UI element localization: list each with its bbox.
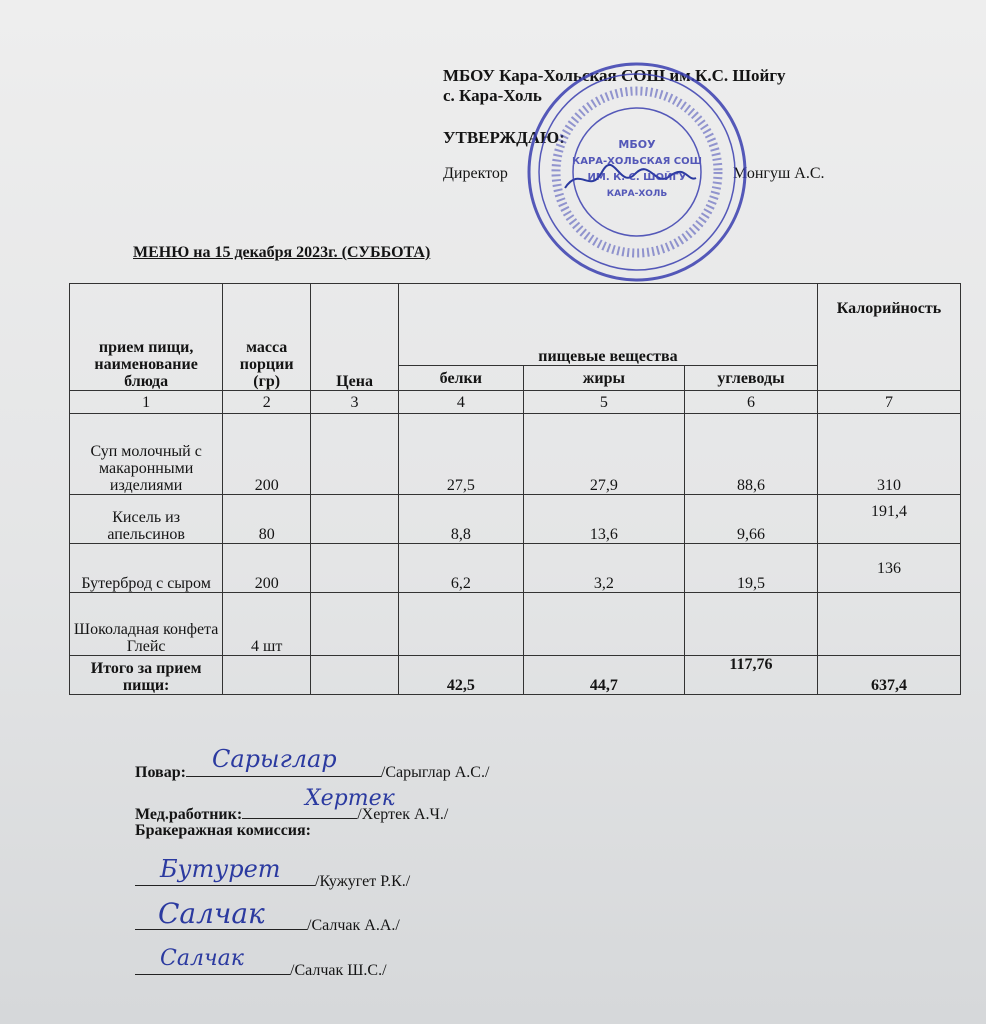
total-carbs: 117,76 (685, 656, 818, 695)
dish-mass: 200 (223, 414, 311, 495)
table-row (70, 544, 961, 593)
dish-mass: 200 (223, 544, 311, 593)
col-number: 4 (398, 391, 523, 414)
member-handwriting: Салчак (160, 946, 244, 971)
stamp-line-2: КАРА-ХОЛЬСКАЯ СОШ (572, 156, 702, 167)
dish-calories: 136 (817, 544, 960, 593)
dish-name: Бутерброд с сыром (70, 544, 223, 593)
dish-carbs (685, 593, 818, 656)
dish-name: Шоколадная конфета Глейс (70, 593, 223, 656)
commission-label: Бракеражная комиссия: (135, 822, 311, 839)
total-fats: 44,7 (523, 656, 684, 695)
menu-table (69, 283, 961, 695)
header-price: Цена (311, 284, 399, 391)
header-dish: прием пищи, наименование блюда (70, 284, 223, 391)
dish-price (311, 593, 399, 656)
total-row (70, 656, 961, 695)
member-name: /Салчак Ш.С./ (290, 962, 387, 979)
dish-calories: 191,4 (817, 495, 960, 544)
col-number: 3 (311, 391, 399, 414)
menu-title: МЕНЮ на 15 декабря 2023г. (СУББОТА) (133, 244, 431, 261)
med-signature-line (135, 800, 448, 824)
dish-proteins: 27,5 (398, 414, 523, 495)
column-numbers-row (70, 391, 961, 414)
stamp-line-3: ИМ. К. С. ШОЙГУ (587, 172, 687, 183)
stamp-line-4: КАРА-ХОЛЬ (606, 189, 668, 199)
stamp-line-1: МБОУ (618, 138, 656, 151)
dish-mass: 4 шт (223, 593, 311, 656)
cook-label: Повар: (135, 764, 186, 781)
table-row (70, 414, 961, 495)
total-proteins: 42,5 (398, 656, 523, 695)
table-row (70, 495, 961, 544)
dish-carbs: 88,6 (685, 414, 818, 495)
director-label: Директор (443, 165, 508, 182)
dish-fats: 13,6 (523, 495, 684, 544)
cook-handwriting: Сарыглар (212, 745, 337, 773)
total-price (311, 656, 399, 695)
dish-fats: 27,9 (523, 414, 684, 495)
total-mass (223, 656, 311, 695)
dish-proteins: 8,8 (398, 495, 523, 544)
med-label: Мед.работник: (135, 806, 243, 823)
org-name: МБОУ Кара-Хольская СОШ им.К.С. Шойгу (443, 66, 786, 85)
dish-carbs: 19,5 (685, 544, 818, 593)
dish-calories: 310 (817, 414, 960, 495)
table-row (70, 593, 961, 656)
dish-proteins (398, 593, 523, 656)
dish-calories (817, 593, 960, 656)
dish-name: Суп молочный с макаронными изделиями (70, 414, 223, 495)
dish-proteins: 6,2 (398, 544, 523, 593)
total-label: Итого за прием пищи: (70, 656, 223, 695)
col-number: 7 (817, 391, 960, 414)
member-handwriting: Бутурет (160, 855, 281, 883)
header-nutrients: пищевые вещества (398, 284, 817, 366)
header-carbs: углеводы (685, 366, 818, 391)
col-number: 5 (523, 391, 684, 414)
total-calories: 637,4 (817, 656, 960, 695)
med-name: /Хертек А.Ч./ (357, 806, 449, 823)
dish-mass: 80 (223, 495, 311, 544)
school-stamp (525, 60, 750, 285)
med-handwriting: Хертек (305, 786, 395, 811)
approve-label: УТВЕРЖДАЮ: (443, 128, 565, 147)
member-name: /Кужугет Р.К./ (315, 873, 411, 890)
director-name: Монгуш А.С. (733, 165, 825, 182)
member-handwriting: Салчак (158, 897, 265, 930)
dish-carbs: 9,66 (685, 495, 818, 544)
dish-price (311, 414, 399, 495)
dish-price (311, 544, 399, 593)
col-number: 2 (223, 391, 311, 414)
org-location: с. Кара-Холь (443, 86, 542, 105)
col-number: 1 (70, 391, 223, 414)
header-proteins: белки (398, 366, 523, 391)
header-fats: жиры (523, 366, 684, 391)
dish-fats (523, 593, 684, 656)
header-calories: Калорийность (817, 284, 960, 391)
member-name: /Салчак А.А./ (307, 917, 400, 934)
dish-price (311, 495, 399, 544)
dish-fats: 3,2 (523, 544, 684, 593)
col-number: 6 (685, 391, 818, 414)
cook-name: /Сарыглар А.С./ (380, 764, 490, 781)
header-mass: масса порции (гр) (223, 284, 311, 391)
dish-name: Кисель из апельсинов (70, 495, 223, 544)
